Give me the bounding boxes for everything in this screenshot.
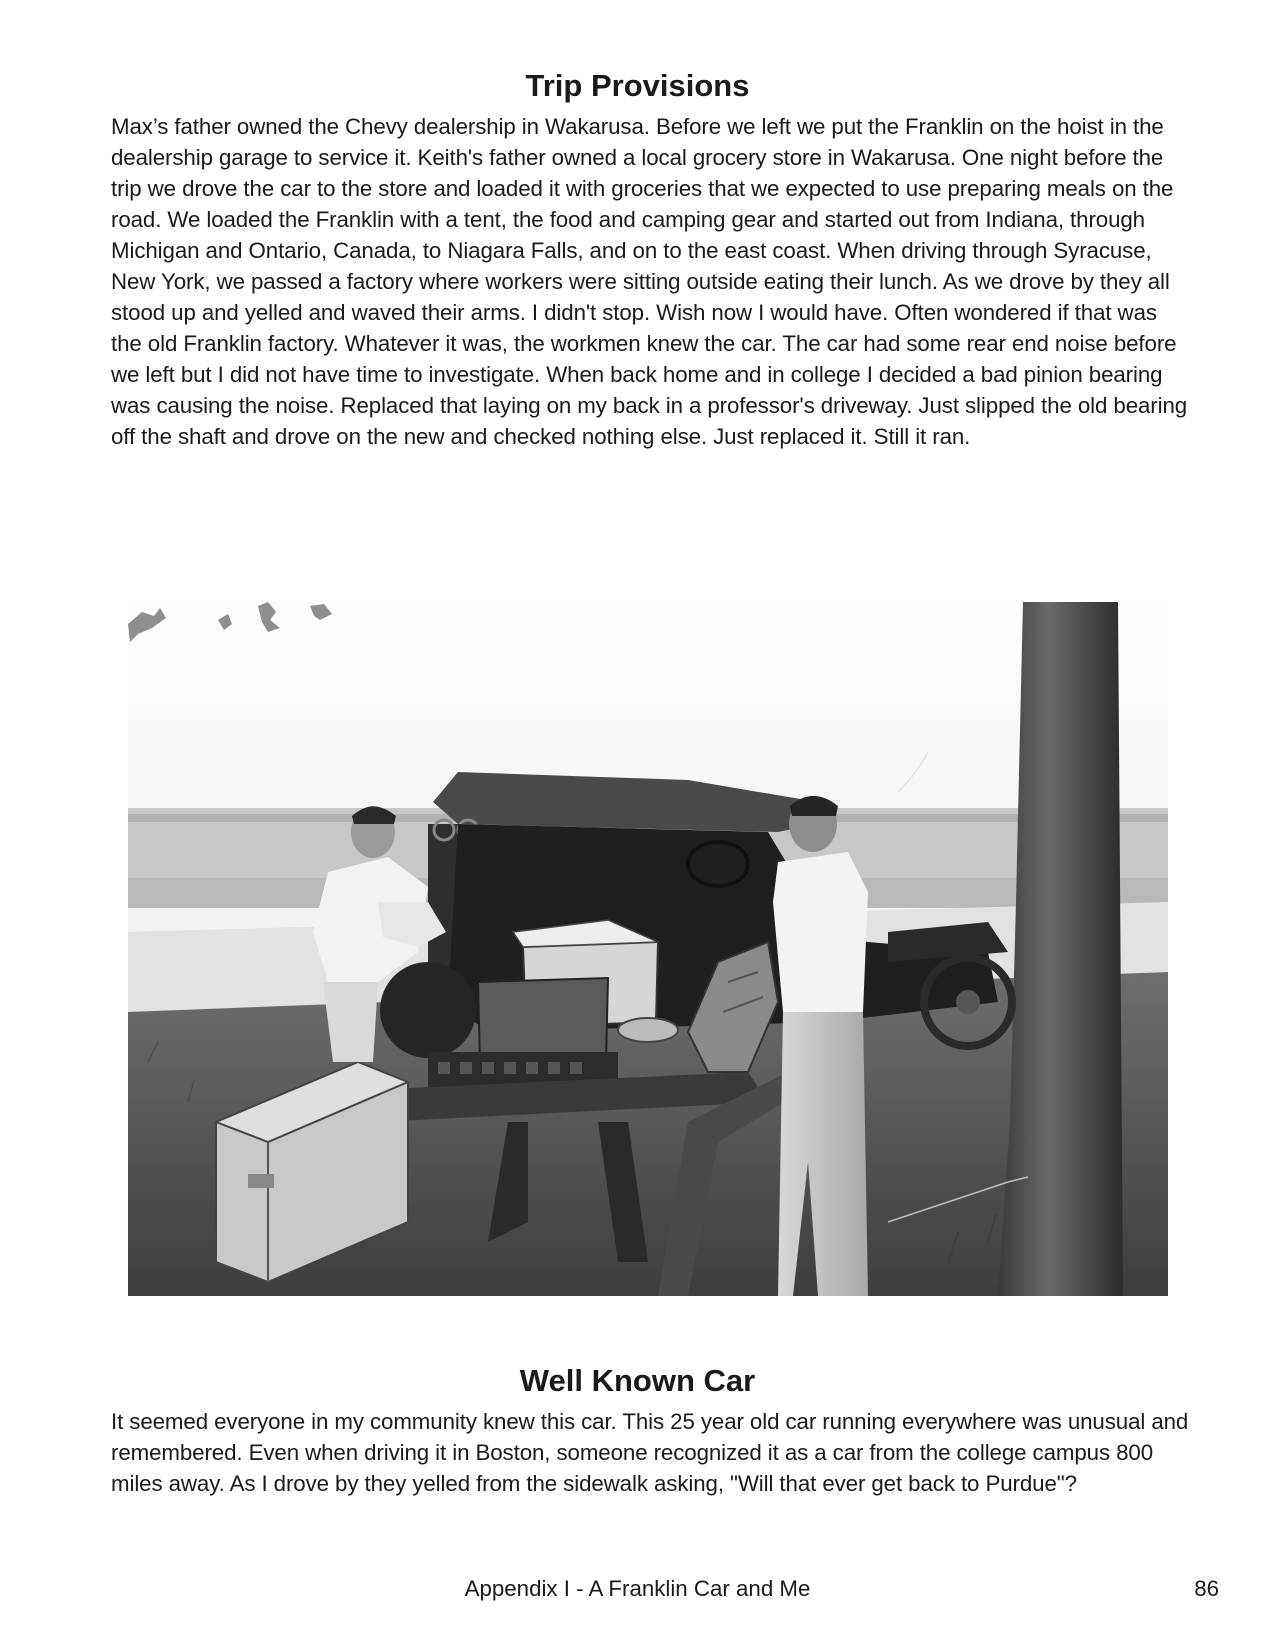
trip-provisions-paragraph: Max’s father owned the Chevy dealership in Wakarusa. Before we left we put the Franklin on the hoist in the dealership garage to service it. Keith's father owned a local grocery store in Wakarusa. One night before the trip we drove the car to the store and loaded it with groceries that we expected to use preparing meals on the road. We loaded the Franklin with a tent, the food and camping gear and started out from Indiana, through Michigan and Ontario, Canada, to Niagara Falls, and on to the east coast. When driving through Syracuse, New York, we passed a factory where workers were sitting outside eating their lunch. As we drove by they all stood up and yelled and waved their arms. I didn't stop. Wish now I would have. Often wondered if that was the old Franklin factory. Whatever it was, the workmen knew the car. The car had some rear end noise before we left but I did not have time to investigate. When back home and in college I decided a bad pinion bearing was causing the noise. Replaced that laying on my back in a professor's driveway. Just slipped the old bearing off the shaft and drove on the new and checked nothing else. Just replaced it. Still it ran. xyxy=(111,114,1188,449)
footer-title: Appendix I - A Franklin Car and Me xyxy=(464,1576,811,1601)
well-known-car-paragraph: It seemed everyone in my community knew this car. This 25 year old car running everywhere was unusual and remembered. Even when driving it in Boston, someone recognized it as a car from the college campus 800 miles away. As I drove by they yelled from the sidewalk asking, "Will that ever get back to Purdue"? xyxy=(111,1409,1189,1496)
section-title-trip-provisions: Trip Provisions xyxy=(525,68,750,103)
page-number: 86 xyxy=(1194,1576,1219,1601)
camping-photo xyxy=(128,602,1168,1296)
section-title-well-known-car: Well Known Car xyxy=(519,1363,756,1398)
